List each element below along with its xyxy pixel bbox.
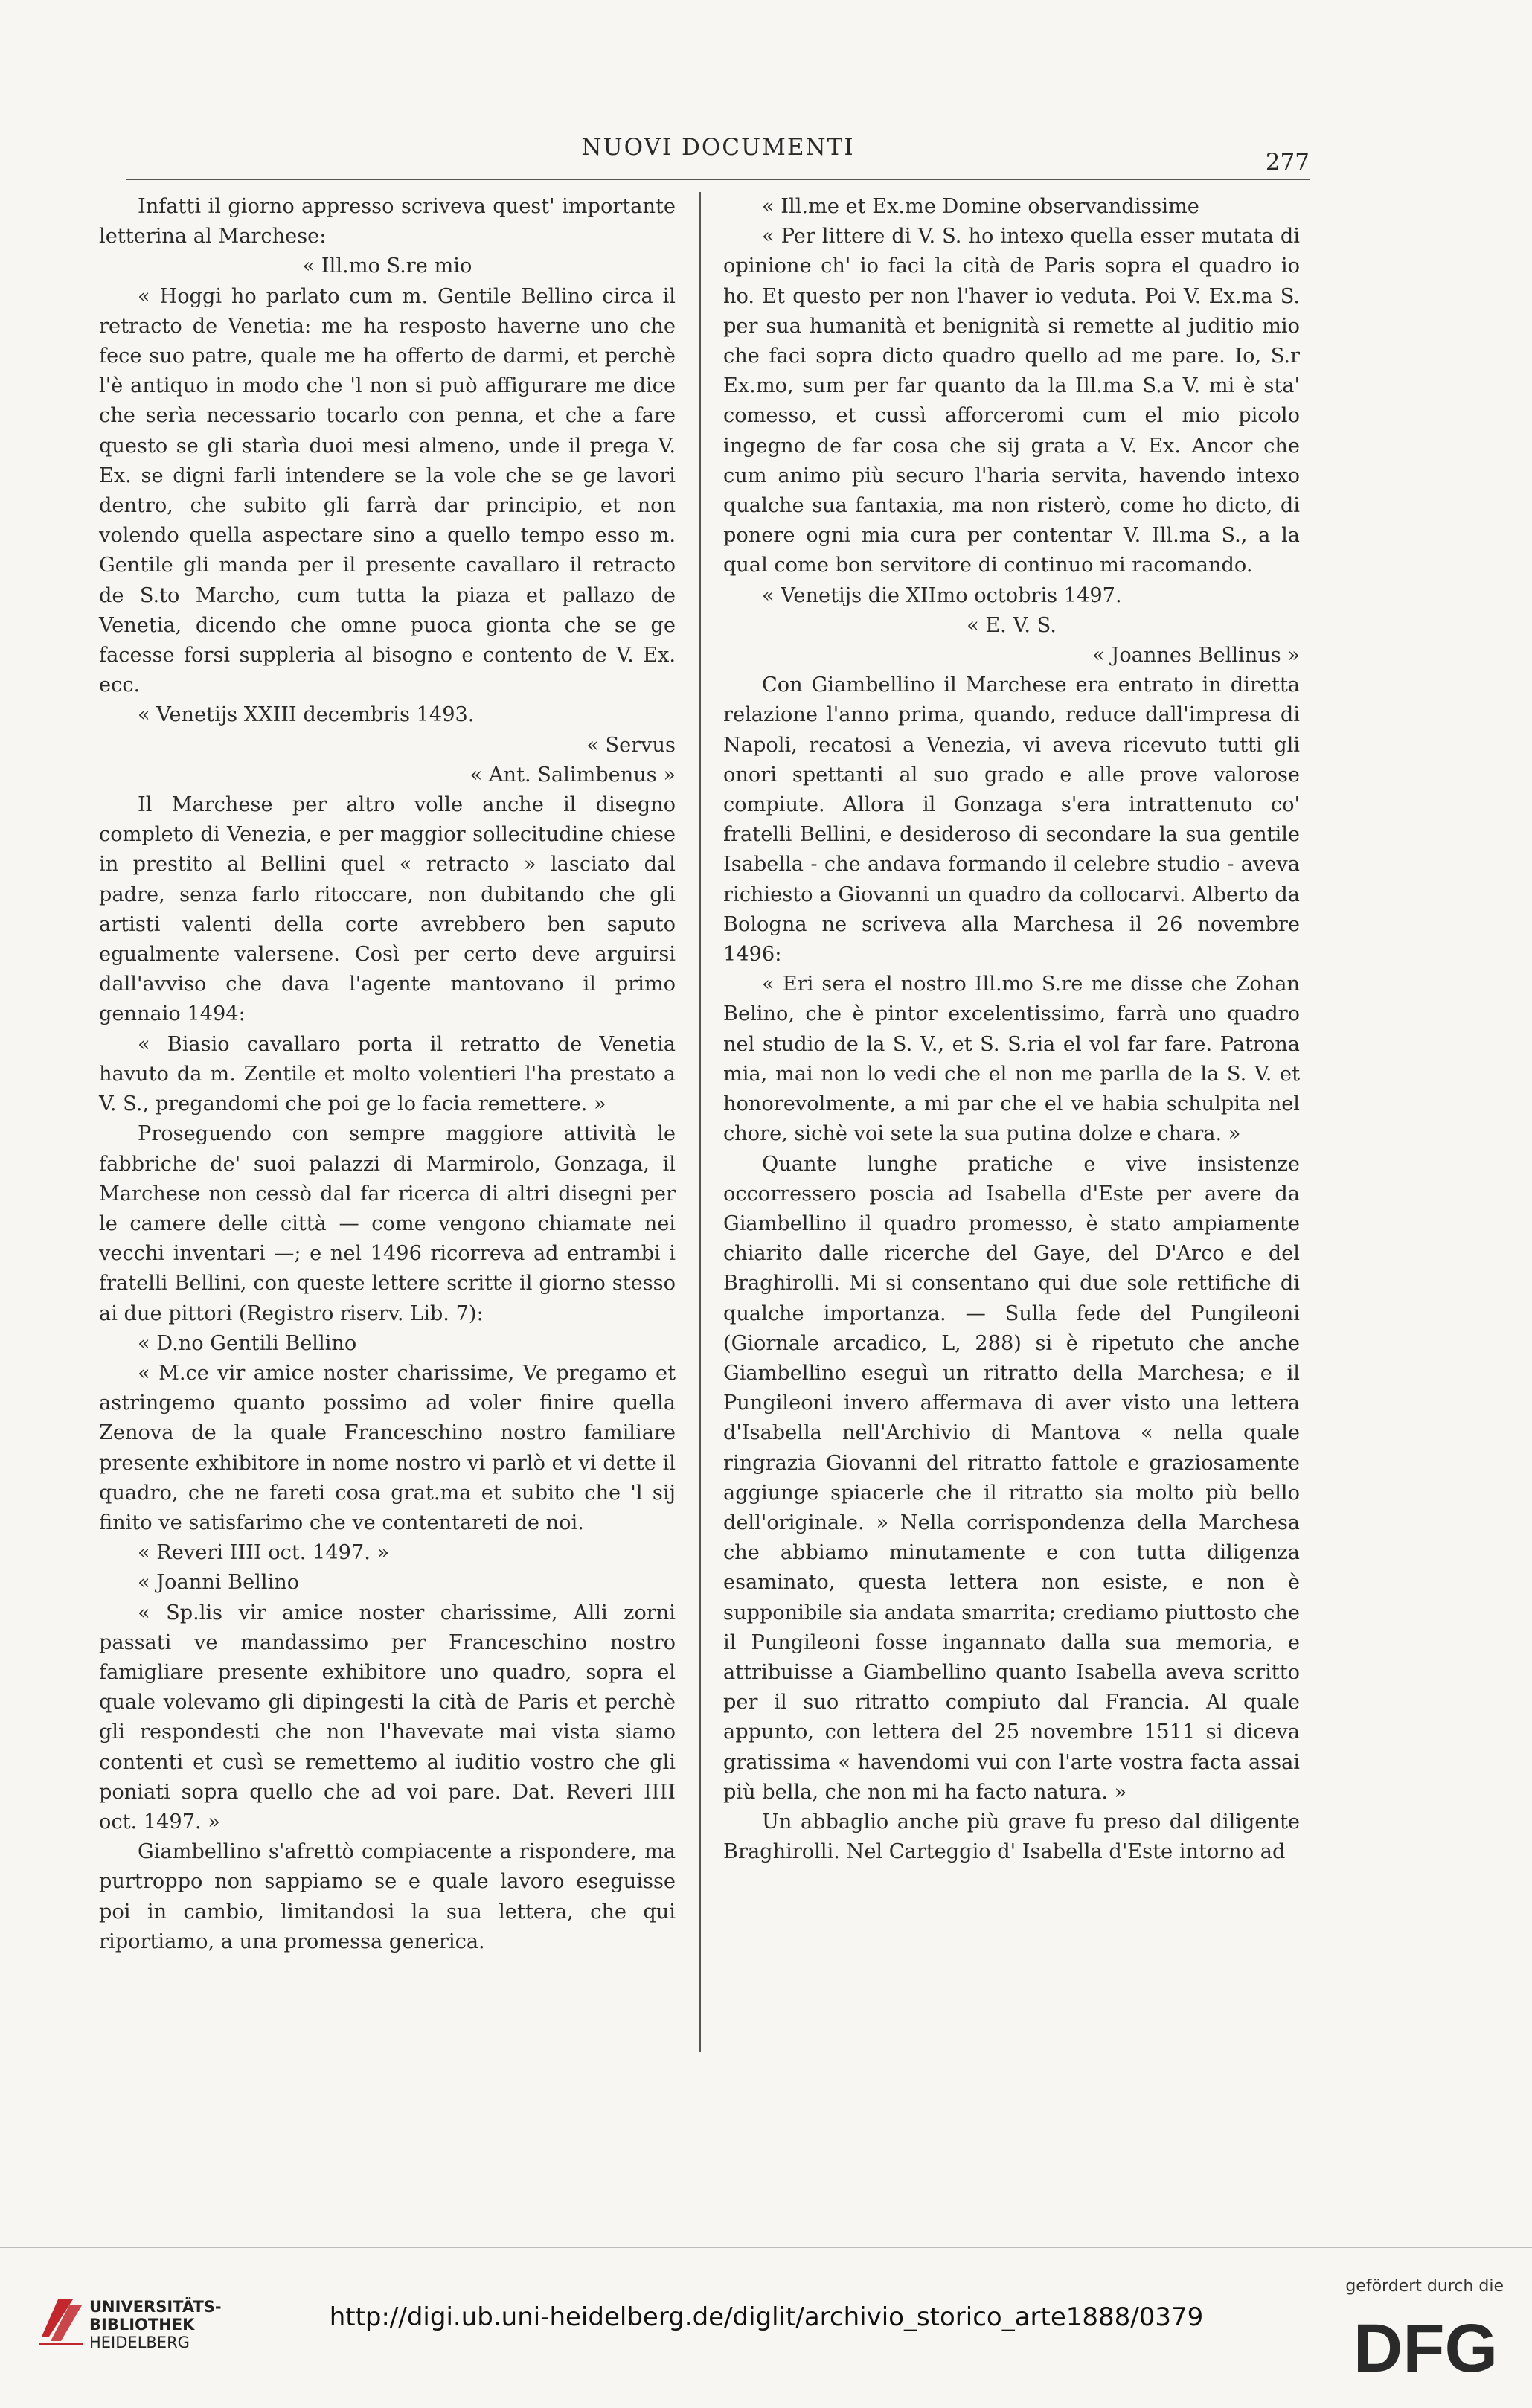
- paragraph: « Per littere di V. S. ho intexo quella esser mutata di opinione ch' io faci la cità de Paris sopra el quadro io ho. Et questo per non l'haver io veduta. Poi V. Ex.ma S. per sua humanità et benignità si remette al juditio mio che faci sopra dicto quadro quello ad me pare. Io, S.r Ex.mo, sum per far quanto da la Ill.ma S.a V. mi è sta' comesso, et cussì afforceromi cum el mio picolo ingegno de far cosa che sij grata a V. Ex. Ancor che cum animo più securo l'haria servita, havendo intexo qualche sua fantaxia, ma non risterò, come ho dicto, di ponere ogni mia cura per contentar V. Ill.ma S., a la qual come bon servitore di continuo mi racomando.: [723, 225, 1300, 577]
- library-name: [89, 2298, 222, 2351]
- paragraph: Infatti il giorno appresso scriveva quest' importante letterina al Marchese:: [99, 195, 676, 249]
- right-column: [723, 192, 1300, 1867]
- page-number: 277: [1265, 149, 1310, 176]
- funding-label: gefördert durch die: [1345, 2277, 1504, 2296]
- paragraph: « Ill.me et Ex.me Domine observandissime: [762, 195, 1199, 218]
- left-column: [99, 192, 676, 1957]
- source-url-link[interactable]: http://digi.ub.uni-heidelberg.de/diglit/archivio_storico_arte1888/0379: [329, 2302, 1204, 2332]
- library-name-line2: BIBLIOTHEK: [89, 2316, 195, 2334]
- paragraph: Il Marchese per altro volle anche il disegno completo di Venezia, e per maggior sollecitudine chiese in prestito al Bellini quel « retracto » lasciato dal padre, senza farlo ritoccare, non dubitando che gli artisti valenti della corte avrebbero ben saputo egualmente valersene. Così per certo deve arguirsi dall'avviso che dava l'agente mantovano il primo gennaio 1494:: [99, 793, 676, 1026]
- dfg-logo-icon: [1347, 2303, 1504, 2385]
- paragraph: « D.no Gentili Bellino: [138, 1331, 357, 1355]
- paragraph: « Servus: [586, 733, 676, 757]
- paragraph: « Joanni Bellino: [138, 1571, 300, 1595]
- dfg-logo-text: DFG: [1353, 2311, 1499, 2385]
- library-name-line3: HEIDELBERG: [89, 2334, 190, 2351]
- paragraph: « Ant. Salimbenus »: [469, 763, 676, 787]
- running-header: [126, 134, 1310, 180]
- paragraph: Proseguendo con sempre maggiore attività le fabbriche de' suoi palazzi di Marmirolo, Gonzaga, il Marchese non cessò dal far ricerca di altri disegni per le camere delle città — come vengono chiamate nei vecchi inventari —; e nel 1496 ricorreva ad entrambi i fratelli Bellini, con queste lettere scritte il giorno stesso ai due pittori (Registro riserv. Lib. 7):: [99, 1122, 676, 1325]
- paragraph: « E. V. S.: [967, 613, 1057, 637]
- running-title: NUOVI DOCUMENTI: [581, 134, 855, 161]
- paragraph: « Venetijs die XIImo octobris 1497.: [762, 583, 1122, 607]
- paragraph: « Biasio cavallaro porta il retratto de Venetia havuto da m. Zentile et molto volentieri l'ha prestato a V. S., pregandomi che poi ge lo facia remettere. »: [99, 1032, 676, 1116]
- paragraph: Giambellino s'afrettò compiacente a rispondere, ma purtroppo non sappiamo se e quale lavoro eseguisse poi in cambio, limitandosi la sua lettera, che qui riportiamo, a una promessa generica.: [99, 1840, 676, 1953]
- footer-divider: [0, 2247, 1532, 2248]
- paragraph: « Ill.mo S.re mio: [302, 254, 472, 278]
- paragraph: « Hoggi ho parlato cum m. Gentile Bellino circa il retracto de Venetia: me ha resposto haverne uno che fece suo patre, quale me ha offerto de darmi, et perchè l'è antiquo in modo che 'l non si può affigurare me dice che serìa necessario tocarlo con penna, et che a fare questo se gli starìa duoi mesi almeno, unde il prega V. Ex. se digni farli intendere se la vole che se ge lavori dentro, che subito gli farrà dar principio, et non volendo quella aspectare sino a quello tempo esso m. Gentile gli manda per il presente cavallaro il retracto de S.to Marcho, cum tutta la piaza et pallazo de Venetia, dicendo che omne puoca gionta che se ge facesse forsi suppleria al bisogno e contento de V. Ex. ecc.: [99, 284, 676, 697]
- paragraph: « Reveri IIII oct. 1497. »: [138, 1541, 390, 1565]
- library-name-line1: UNIVERSITÄTS-: [89, 2298, 222, 2316]
- paragraph: Con Giambellino il Marchese era entrato in diretta relazione l'anno prima, quando, reduce dall'impresa di Napoli, recatosi a Venezia, vi aveva ricevuto tutti gli onori spettanti al suo grado e alle prove valorose compiute. Allora il Gonzaga s'era intrattenuto co' fratelli Bellini, e desideroso di secondare la sua gentile Isabella - che andava formando il celebre studio - aveva richiesto a Giovanni un quadro da collocarvi. Alberto da Bologna ne scriveva alla Marchesa il 26 novembre 1496:: [723, 673, 1300, 967]
- paragraph: « Venetijs XXIII decembris 1493.: [138, 703, 475, 727]
- paragraph: « Joannes Bellinus »: [1092, 644, 1300, 667]
- paragraph: « Eri sera el nostro Ill.mo S.re me disse che Zohan Belino, che è pintor excelentissimo, farrà uno quadro nel studio de la S. V., et S. S.ria el vol far fare. Patrona mia, mai non lo vedi che el non me parlla de la S. V. et honorevolmente, a mi par che el ve habia schulpita nel chore, sichè voi sete la sua putina dolze e chara. »: [723, 973, 1300, 1146]
- paragraph: « M.ce vir amice noster charissime, Ve pregamo et astringemo quanto possimo ad voler finire quella Zenova de la quale Franceschino nostro familiare presente exhibitore in nome nostro vi parlò et vi dette il quadro, che ne fareti cosa grat.ma et subito che 'l sij finito ve satisfarimo che ve contentareti de noi.: [99, 1361, 676, 1534]
- paragraph: Quante lunghe pratiche e vive insistenze occorressero poscia ad Isabella d'Este per avere da Giambellino il quadro promesso, è stato ampiamente chiarito dalle ricerche del Gaye, del D'Arco e del Braghirolli. Mi si consentano qui due sole rettifiche di qualche importanza. — Sulla fede del Pungileoni (Giornale arcadico, L, 288) si è ripetuto che anche Giambellino eseguì un ritratto della Marchesa; e il Pungileoni invero affermava di aver visto una lettera d'Isabella nell'Archivio di Mantova « nella quale ringrazia Giovanni del ritratto fattole e graziosamente aggiunge spiacerle che il ritratto sia molto più bello dell'originale. » Nella corrispondenza della Marchesa che abbiamo minutamente e con tutta diligenza esaminato, questa lettera non esiste, e non è supponibile sia andata smarrita; crediamo piuttosto che il Pungileoni fosse ingannato dalla sua memoria, e attribuisse a Giambellino quanto Isabella aveva scritto per il suo ritratto compiuto dal Francia. Al quale appunto, con lettera del 25 novembre 1511 si diceva gratissima « havendomi vui con l'arte vostra facta assai più bella, che non mi ha facto natura. »: [723, 1152, 1300, 1804]
- paragraph: « Sp.lis vir amice noster charissime, Alli zorni passati ve mandassimo per Franceschino nostro famigliare presente exhibitore uno quadro, sopra el quale volevamo gli dipingesti la cità de Paris et perchè gli respondesti che non l'havevate mai vista siamo contenti et cusì se remettemo al iuditio vostro che gli poniati sopra quello che ad voi pare. Dat. Reveri IIII oct. 1497. »: [99, 1601, 676, 1834]
- paragraph: Un abbaglio anche più grave fu preso dal diligente Braghirolli. Nel Carteggio d' Isabella d'Este intorno ad: [723, 1810, 1300, 1864]
- column-divider: [699, 192, 701, 2052]
